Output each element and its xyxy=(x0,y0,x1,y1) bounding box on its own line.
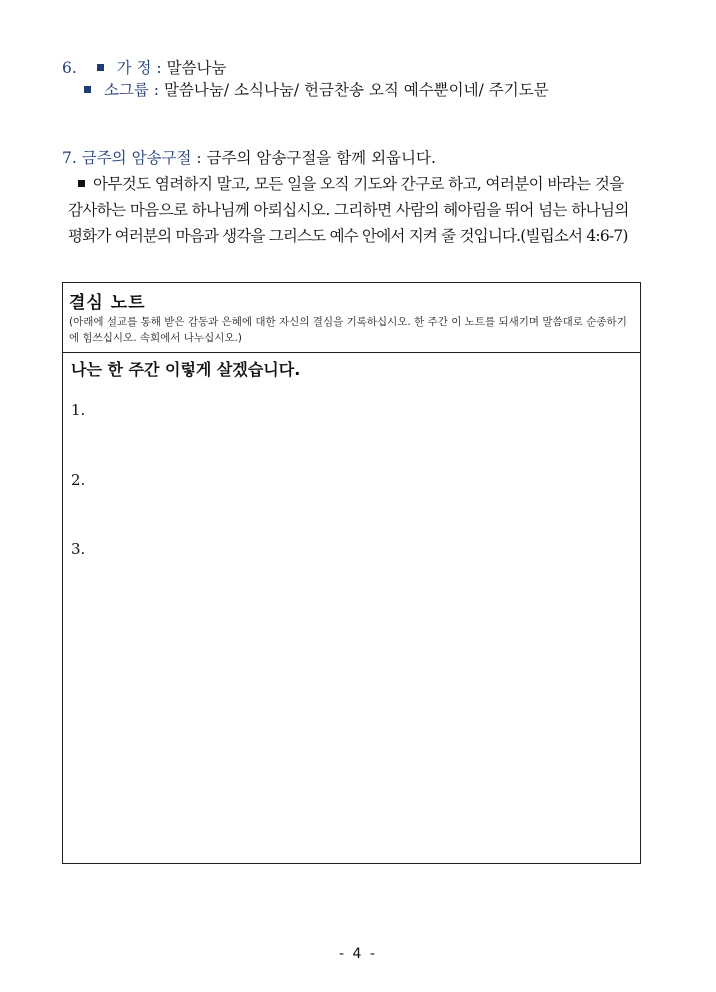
pledge-title: 나는 한 주간 이렇게 살겠습니다. xyxy=(71,360,301,379)
pledge-item-1[interactable]: 1. xyxy=(71,401,86,419)
family-label: 가 정 : xyxy=(116,59,162,77)
verse-line-2: 감사하는 마음으로 하나님께 아뢰십시오. 그리하면 사람의 헤아림을 뛰어 넘는 하나님의 xyxy=(68,201,629,219)
pledge-item-3[interactable]: 3. xyxy=(71,540,86,558)
note-header xyxy=(63,283,640,353)
verse-line-1: 아무것도 염려하지 말고, 모든 일을 오직 기도와 간구로 하고, 여러분이 바라는 것을 xyxy=(78,174,624,194)
smallgroup-label: 소그룹 : xyxy=(103,81,160,99)
memory-verse-intro: 금주의 암송구절을 함께 외웁니다. xyxy=(206,149,436,167)
square-bullet-icon xyxy=(84,86,91,93)
section-7-number: 7. xyxy=(62,149,77,167)
smallgroup-value: 말씀나눔/ 소식나눔/ 헌금찬송 오직 예수뿐이네/ 주기도문 xyxy=(163,81,549,99)
section-6-smallgroup-line xyxy=(84,80,549,100)
verse-line-3: 평화가 여러분의 마음과 생각을 그리스도 예수 안에서 지켜 줄 것입니다.(빌립소서 4:6-7) xyxy=(68,227,628,245)
square-bullet-icon xyxy=(97,64,104,71)
section-6-family-line xyxy=(62,58,226,78)
square-bullet-icon xyxy=(78,180,85,187)
page-number: - 4 - xyxy=(339,946,377,962)
family-value: 말씀나눔 xyxy=(166,59,227,77)
note-description: (아래에 설교를 통해 받은 감동과 은혜에 대한 자신의 결심을 기록하십시오. 한 주간 이 노트를 되새기며 말씀대로 순종하기에 힘쓰십시오. 속회에서 나누십시오.) xyxy=(69,316,627,344)
pledge-item-2[interactable]: 2. xyxy=(71,471,86,489)
memory-verse-label: 금주의 암송구절 : xyxy=(81,149,202,167)
section-7-heading xyxy=(62,148,436,168)
resolution-note-box xyxy=(62,282,641,864)
section-6-number: 6. xyxy=(62,59,77,77)
note-title: 결심 노트 xyxy=(69,293,146,313)
